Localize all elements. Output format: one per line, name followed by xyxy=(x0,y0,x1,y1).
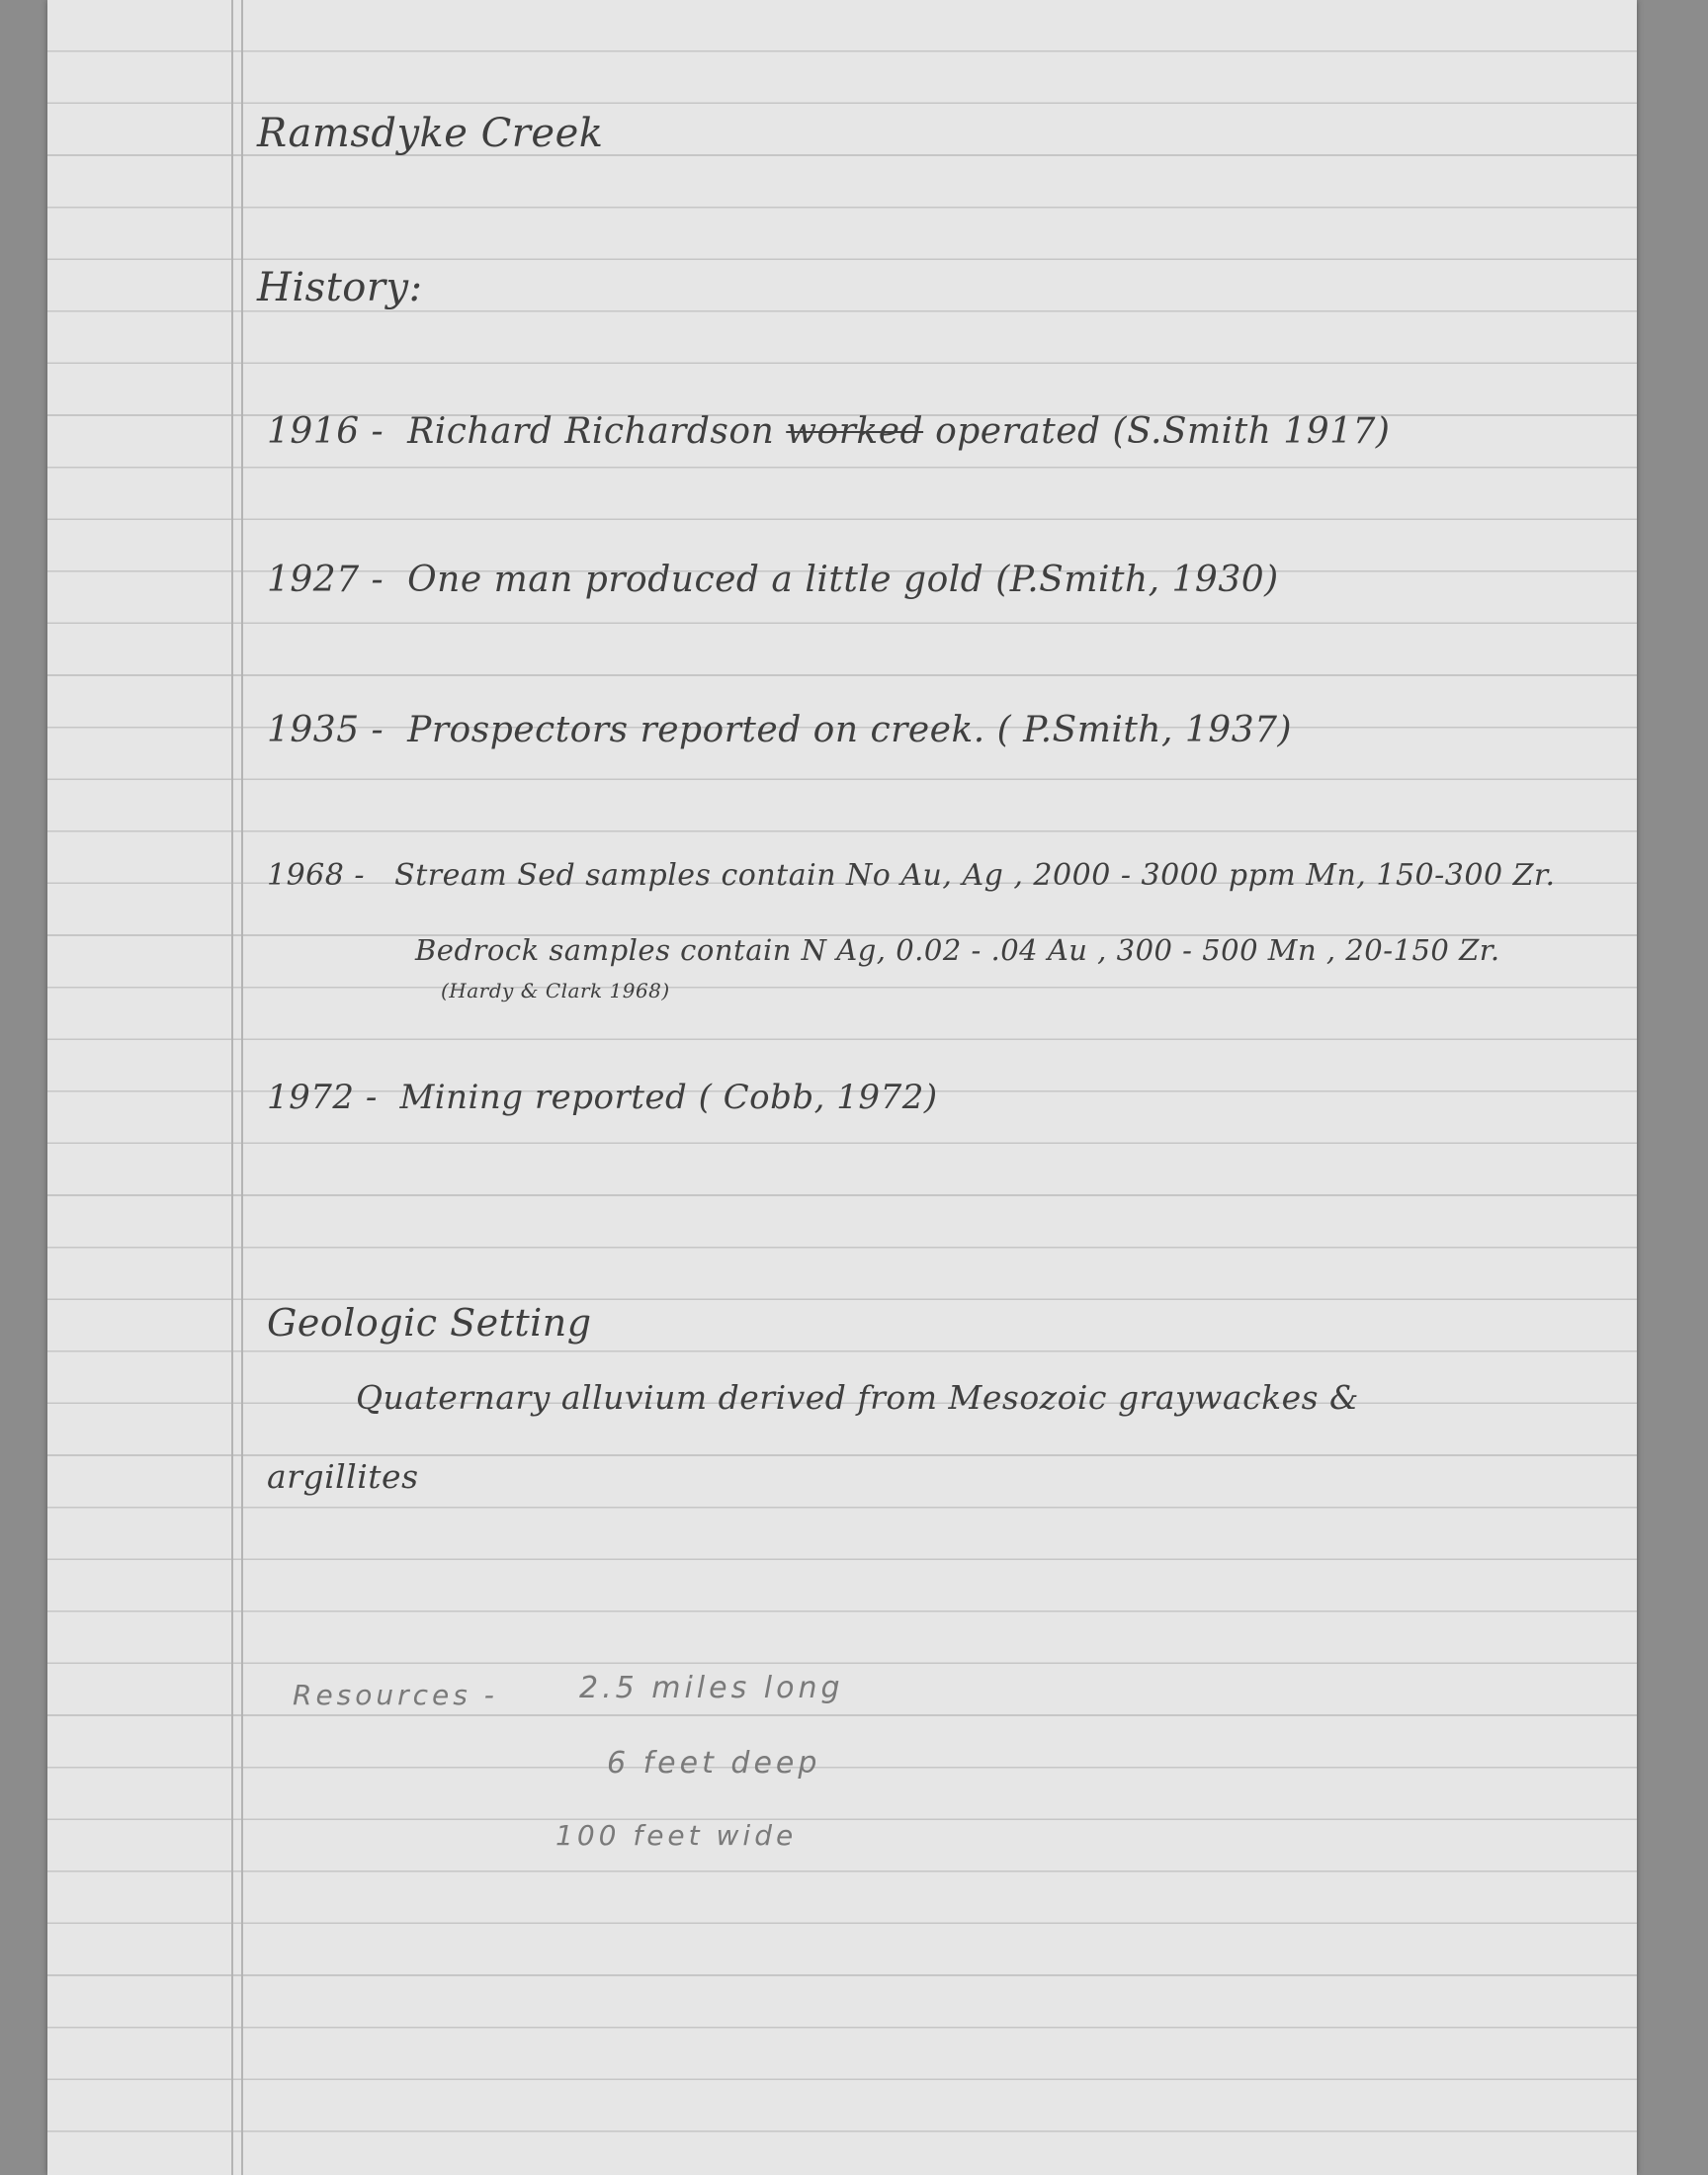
history-entry-1927 xyxy=(267,560,1279,600)
history-heading: History: xyxy=(257,265,423,310)
entry-year: 1916 - xyxy=(267,411,384,452)
geologic-text-line-2: argillites xyxy=(267,1457,419,1496)
history-entry-1968 xyxy=(267,858,1556,893)
entry-text: operated (S.Smith 1917) xyxy=(935,411,1391,452)
resource-length: 2.5 miles long xyxy=(579,1671,844,1705)
entry-year: 1927 - xyxy=(267,560,384,600)
entry-year: 1968 - xyxy=(267,858,366,893)
resources-label: Resources - xyxy=(293,1679,498,1711)
notebook-page xyxy=(47,0,1637,2175)
margin-line-left xyxy=(231,0,233,2175)
history-entry-1916 xyxy=(267,411,1390,452)
entry-text: Mining reported ( Cobb, 1972) xyxy=(399,1078,938,1117)
history-entry-1968-bedrock: Bedrock samples contain N Ag, 0.02 - .04 Au , 300 - 500 Mn , 20-150 Zr. xyxy=(415,933,1500,967)
margin-line-right xyxy=(241,0,243,2175)
geologic-heading: Geologic Setting xyxy=(267,1301,592,1345)
entry-text: Prospectors reported on creek. ( P.Smith, 1937) xyxy=(407,710,1293,750)
citation: (Hardy & Clark 1968) xyxy=(441,979,670,1002)
history-entry-1935 xyxy=(267,710,1292,750)
struck-out-word: worked xyxy=(786,411,924,452)
entry-text: Stream Sed samples contain No Au, Ag , 2000 - 3000 ppm Mn, 150-300 Zr. xyxy=(394,858,1556,893)
entry-year: 1935 - xyxy=(267,710,384,750)
resource-depth: 6 feet deep xyxy=(607,1746,821,1781)
history-entry-1972 xyxy=(267,1078,938,1117)
entry-year: 1972 - xyxy=(267,1078,378,1117)
resource-width: 100 feet wide xyxy=(555,1819,798,1852)
geologic-text-line-1: Quaternary alluvium derived from Mesozoic graywackes & xyxy=(356,1378,1359,1417)
page-title: Ramsdyke Creek xyxy=(257,111,604,156)
entry-text: Richard Richardson xyxy=(407,411,775,452)
entry-text: One man produced a little gold (P.Smith, 1930) xyxy=(407,560,1279,600)
